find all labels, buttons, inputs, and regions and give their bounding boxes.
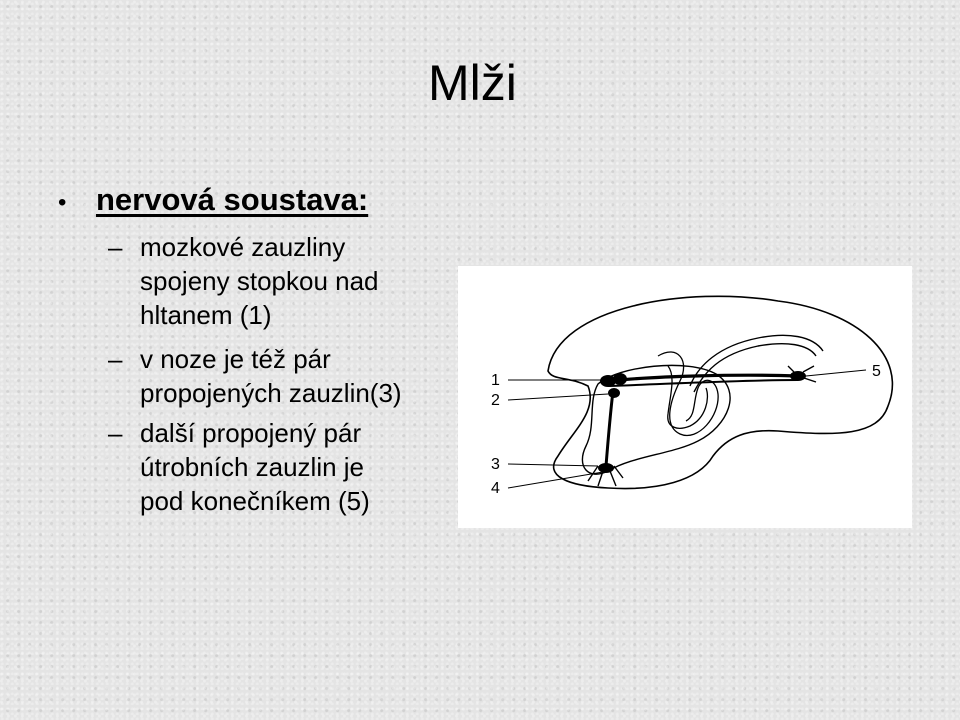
sub-item-line: mozkové zauzliny	[140, 232, 346, 262]
sub-item-line: další propojený pár	[140, 418, 362, 448]
visceral-ganglion	[790, 371, 806, 381]
sub-item-visceral-ganglia	[108, 416, 478, 518]
sub-item-line: v noze je též pár	[140, 344, 331, 374]
gut-tube	[690, 335, 823, 392]
nervous-system-diagram	[458, 266, 912, 528]
dash-icon: –	[108, 344, 123, 374]
dash-icon: –	[108, 232, 123, 262]
diagram-label-5: 5	[872, 363, 881, 380]
sub-item-line: hltanem (1)	[140, 300, 272, 330]
slide-title: Mlži	[428, 55, 517, 111]
pedal-connective	[606, 391, 613, 466]
sub-item-line: útrobních zauzlin je	[140, 452, 365, 482]
diagram-label-4: 4	[491, 480, 500, 497]
sub-item-line: spojeny stopkou nad	[140, 266, 379, 296]
sub-item-line: pod konečníkem (5)	[140, 486, 370, 516]
sub-item-line: propojených zauzlin(3)	[140, 378, 402, 408]
diagram-label-3: 3	[491, 456, 500, 473]
pedal-ganglion	[598, 463, 614, 473]
diagram-label-2: 2	[491, 392, 500, 409]
pleural-ganglion	[608, 388, 620, 398]
dash-icon: –	[108, 418, 123, 448]
bullet-heading: nervová soustava:	[96, 182, 369, 217]
intestine-loop	[658, 352, 718, 435]
sub-item-foot-ganglia	[108, 342, 478, 410]
diagram-svg	[458, 266, 912, 528]
bullet-list	[58, 182, 478, 518]
cerebral-ganglion-2	[613, 373, 627, 385]
body-outline	[548, 296, 892, 488]
bullet-dot-icon: •	[58, 189, 67, 216]
leader-line-5	[806, 370, 866, 376]
main-bullet	[58, 182, 478, 218]
diagram-label-1: 1	[491, 372, 500, 389]
sub-item-brain-ganglia	[108, 230, 478, 332]
